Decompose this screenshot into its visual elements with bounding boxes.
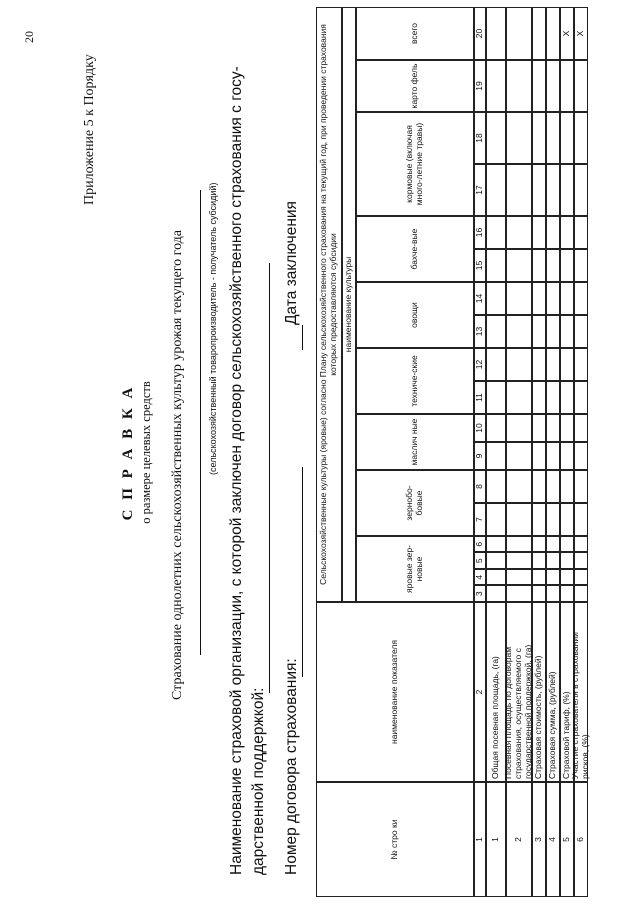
- table-cell: [546, 381, 560, 414]
- table-cell: [560, 60, 574, 112]
- table-cell: [574, 442, 588, 470]
- table-cell: [532, 414, 546, 442]
- table-cell: [574, 553, 588, 570]
- contract-date-label: Дата заключения: [283, 201, 300, 325]
- producer-underline: [200, 190, 201, 655]
- table-cell: [546, 164, 560, 216]
- header-crop-5: овощи: [356, 282, 474, 348]
- header-crop-group: Сельскохозяйственные культуры (яровые) согласно Плану сельскохозяйственного страхования на текущий год, при проведении страхования которых предоставляются субсидии: [316, 7, 342, 602]
- row-1-label: Общая посевная площадь, (га): [486, 602, 506, 782]
- table-cell: [574, 60, 588, 112]
- colnum-11: 11: [474, 381, 486, 414]
- table-cell: [532, 315, 546, 348]
- table-cell: [574, 112, 588, 164]
- table-cell: [532, 216, 546, 249]
- table-cell: [532, 553, 546, 570]
- table-cell: [486, 470, 506, 503]
- row-1-number: 1: [486, 782, 506, 897]
- table-cell: [532, 569, 546, 586]
- table-cell: [560, 249, 574, 282]
- table-cell: [486, 7, 506, 60]
- table-cell: [546, 7, 560, 60]
- table-cell: [506, 536, 532, 553]
- table-cell: [506, 569, 532, 586]
- table-cell: [574, 315, 588, 348]
- insurance-type-line: Страхование однолетних сельскохозяйственных культур урожая текущего года: [170, 230, 185, 700]
- row-4-number: 4: [546, 782, 560, 897]
- table-cell: [506, 216, 532, 249]
- table-cell: [532, 164, 546, 216]
- x-mark-cell: X: [560, 7, 574, 60]
- header-row-number: № стро ки: [316, 782, 474, 897]
- table-cell: [574, 569, 588, 586]
- table-cell: [506, 442, 532, 470]
- table-cell: [532, 442, 546, 470]
- colnum-16: 16: [474, 216, 486, 249]
- table-cell: [506, 381, 532, 414]
- table-cell: [546, 586, 560, 603]
- table-cell: [574, 249, 588, 282]
- table-cell: [532, 381, 546, 414]
- insurer-label-line-2: дарственной поддержкой:: [250, 687, 267, 875]
- table-cell: [532, 60, 546, 112]
- table-cell: [560, 216, 574, 249]
- header-crop-6: бахче-вые: [356, 216, 474, 282]
- table-cell: [574, 348, 588, 381]
- colnum-15: 15: [474, 249, 486, 282]
- table-cell: [486, 216, 506, 249]
- table-cell: [546, 414, 560, 442]
- table-cell: [486, 348, 506, 381]
- table-cell: [486, 569, 506, 586]
- x-mark-cell: X: [574, 7, 588, 60]
- row-3-label: Страховая стоимость, (рублей): [532, 602, 546, 782]
- table-cell: [506, 470, 532, 503]
- table-cell: [546, 249, 560, 282]
- table-cell: [486, 553, 506, 570]
- table-cell: [486, 536, 506, 553]
- table-cell: [546, 282, 560, 315]
- table-cell: [560, 586, 574, 603]
- table-cell: [560, 536, 574, 553]
- page-number: 20: [22, 31, 36, 43]
- colnum-19: 19: [474, 60, 486, 112]
- colnum-17: 17: [474, 164, 486, 216]
- table-cell: [506, 553, 532, 570]
- table-cell: [532, 586, 546, 603]
- table-cell: [506, 348, 532, 381]
- table-cell: [532, 249, 546, 282]
- table-cell: [574, 470, 588, 503]
- colnum-14: 14: [474, 282, 486, 315]
- table-cell: [574, 503, 588, 536]
- table-cell: [560, 503, 574, 536]
- table-cell: [546, 569, 560, 586]
- table-cell: [546, 112, 560, 164]
- document-subtitle: о размере целевых средств: [139, 381, 153, 524]
- table-cell: [506, 164, 532, 216]
- table-cell: [506, 503, 532, 536]
- row-2-number: 2: [506, 782, 532, 897]
- colnum-9: 9: [474, 442, 486, 470]
- colnum-12: 12: [474, 348, 486, 381]
- table-cell: [546, 442, 560, 470]
- contract-number-underline: [302, 467, 303, 677]
- table-cell: [560, 470, 574, 503]
- table-cell: [560, 381, 574, 414]
- colnum-5: 5: [474, 553, 486, 570]
- table-cell: [486, 164, 506, 216]
- colnum-8: 8: [474, 470, 486, 503]
- table-cell: [506, 112, 532, 164]
- table-cell: [486, 442, 506, 470]
- table-cell: [486, 381, 506, 414]
- table-cell: [486, 249, 506, 282]
- colnum-20: 20: [474, 7, 486, 60]
- header-crop-7: кормовые (включая много-летние травы): [356, 112, 474, 216]
- contract-number-label: Номер договора страхования:: [283, 658, 300, 875]
- colnum-13: 13: [474, 315, 486, 348]
- table-cell: [532, 348, 546, 381]
- table-cell: [546, 553, 560, 570]
- header-indicator-name: наименование показателя: [316, 602, 474, 782]
- colnum-1: 1: [474, 782, 486, 897]
- table-cell: [560, 164, 574, 216]
- table-cell: [560, 348, 574, 381]
- table-cell: [546, 216, 560, 249]
- table-cell: [560, 414, 574, 442]
- header-crop-name-group: наименование культуры: [342, 7, 356, 602]
- table-cell: [486, 60, 506, 112]
- table-cell: [546, 536, 560, 553]
- table-cell: [506, 586, 532, 603]
- row-2-label: Посевная площадь по договорам страхования, осуществляемого с государственной поддержкой, (га): [506, 602, 532, 782]
- table-cell: [486, 282, 506, 315]
- table-cell: [574, 381, 588, 414]
- header-crop-2: зернобо-бовые: [356, 470, 474, 536]
- table-cell: [532, 282, 546, 315]
- table-cell: [560, 553, 574, 570]
- table-cell: [546, 348, 560, 381]
- row-5-number: 5: [560, 782, 574, 897]
- colnum-7: 7: [474, 503, 486, 536]
- row-6-label: Участие страхователя в страховании рисков, (%): [574, 602, 588, 782]
- colnum-18: 18: [474, 112, 486, 164]
- table-cell: [506, 60, 532, 112]
- table-cell: [560, 315, 574, 348]
- table-cell: [574, 164, 588, 216]
- table-cell: [532, 470, 546, 503]
- table-cell: [574, 282, 588, 315]
- insurer-label-line-1: Наименование страховой организации, с которой заключен договор сельскохозяйственного страхования с госу-: [228, 66, 245, 875]
- header-crop-4: техниче-ские: [356, 348, 474, 414]
- table-cell: [532, 7, 546, 60]
- insurer-underline: [269, 263, 270, 693]
- table-cell: [546, 470, 560, 503]
- colnum-6: 6: [474, 536, 486, 553]
- table-cell: [506, 282, 532, 315]
- table-cell: [486, 586, 506, 603]
- appendix-note: Приложение 5 к Порядку: [82, 54, 97, 205]
- producer-hint: (сельскохозяйственный товаропроизводитель - получатель субсидий): [208, 182, 218, 475]
- table-cell: [532, 536, 546, 553]
- table-cell: [486, 112, 506, 164]
- table-cell: [560, 569, 574, 586]
- table-cell: [560, 442, 574, 470]
- header-crop-1: яровые зер-новые: [356, 536, 474, 602]
- table-cell: [546, 315, 560, 348]
- header-crop-3: маслич ные: [356, 414, 474, 470]
- table-cell: [506, 7, 532, 60]
- table-cell: [486, 414, 506, 442]
- colnum-3: 3: [474, 586, 486, 603]
- table-cell: [546, 503, 560, 536]
- table-cell: [574, 216, 588, 249]
- row-5-label: Страховой тариф, (%): [560, 602, 574, 782]
- table-cell: [506, 315, 532, 348]
- colnum-4: 4: [474, 569, 486, 586]
- table-cell: [486, 315, 506, 348]
- table-cell: [574, 536, 588, 553]
- table-cell: [532, 112, 546, 164]
- document-title: С П Р А В К А: [120, 384, 136, 521]
- table-cell: [560, 282, 574, 315]
- table-cell: [506, 249, 532, 282]
- row-6-number: 6: [574, 782, 588, 897]
- row-4-label: Страховая сумма, (рублей): [546, 602, 560, 782]
- header-crop-8: карто фель: [356, 60, 474, 112]
- row-3-number: 3: [532, 782, 546, 897]
- table-cell: [560, 112, 574, 164]
- header-crop-9: всего: [356, 7, 474, 60]
- contract-date-underline-left: [302, 325, 303, 350]
- table-cell: [506, 414, 532, 442]
- target-funds-table: [316, 7, 630, 897]
- table-cell: [574, 414, 588, 442]
- table-cell: [532, 503, 546, 536]
- colnum-10: 10: [474, 414, 486, 442]
- table-cell: [546, 60, 560, 112]
- colnum-2: 2: [474, 602, 486, 782]
- table-cell: [486, 503, 506, 536]
- table-cell: [574, 586, 588, 603]
